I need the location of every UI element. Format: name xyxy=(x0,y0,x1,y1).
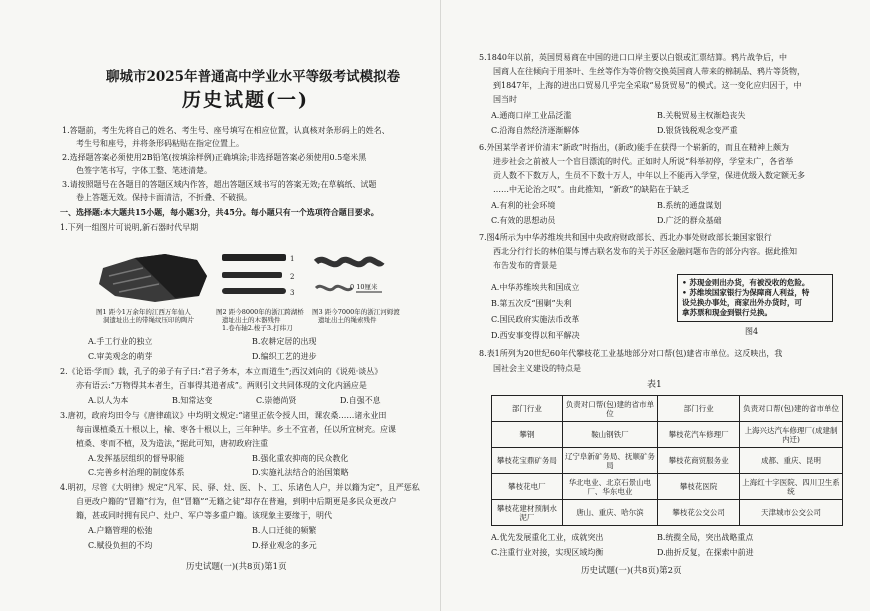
notice-line: • 苏现金则出办货，有被没收的危险。 xyxy=(682,278,810,287)
scale-label: 0 10厘米 xyxy=(350,283,378,291)
right-page xyxy=(440,0,870,611)
q8-option-d: D.曲折反复，在探索中前进 xyxy=(657,548,754,557)
svg-text:1: 1 xyxy=(290,255,295,263)
q8-stem: 国社会主义建设的特点是 xyxy=(493,364,581,373)
q7-stem: 7.图4所示为中华苏维埃共和国中央政府财政部长、西北办事处财政部长兼国家银行 xyxy=(479,233,772,242)
q7-option-b: B.第五次反“围剿”失利 xyxy=(491,299,572,308)
q4-stem: 自更改户籍的“冒籍”行为，但“冒籍”“无籍之徒”却存在普遍，到明中后期更是多民众更改户 xyxy=(76,497,397,506)
q5-stem: 国商人在往倾向于用茶叶、生丝等作为等价物交换英国商人带来的棉制品、鸦片等货物， xyxy=(493,67,805,76)
q7-option-d: D.西安事变得以和平解决 xyxy=(491,331,580,340)
rope-figure xyxy=(312,248,386,304)
notice-line: 设兑换办事处，商家出外办货时，可 xyxy=(682,298,802,307)
q6-option-b: B.系统的通盘谋划 xyxy=(657,201,722,210)
notice-line: 拿苏票和现金到银行兑换。 xyxy=(682,308,772,317)
table-cell: 攀枝花商贸服务业 xyxy=(658,448,740,474)
table-cell: 上海兴达汽车修理厂(成建制内迁) xyxy=(740,422,843,448)
q2-stem: 亦有语云:“万物得其本者生，百事得其道者成”。两则引文共同体现的文化内涵应是 xyxy=(76,381,367,390)
fig2-caption: 遗址出土的木器残件 xyxy=(222,316,281,324)
q3-stem: 植桑、枣而不植，及为造法，”据此可知，唐初政府注重 xyxy=(76,439,269,448)
fig2-caption: 图2 距今8000年的浙江跨湖桥 xyxy=(216,308,304,316)
q8-option-b: B.统揽全局，突出战略重点 xyxy=(657,533,754,542)
q4-stem: 籍，甚或同时拥有民户、灶户、军户等多重户籍。该现象主要缘于，明代 xyxy=(76,511,332,520)
q2-option-c: C.崇德尚贤 xyxy=(256,396,297,405)
q6-option-c: C.有效的思想动员 xyxy=(491,216,556,225)
instruction-line: 卷上答题无效。保持卡面清洁，不折叠、不破损。 xyxy=(76,193,252,202)
table-row xyxy=(492,448,843,474)
q5-option-d: D.银货钱税观念变严重 xyxy=(657,126,738,135)
q2-option-d: D.自强不息 xyxy=(340,396,381,405)
q6-stem: ……中无论治之叹”。由此推知，“新政”的缺陷在于缺乏 xyxy=(493,185,690,194)
q6-stem: 贡人数不下数万人，生员不下数十万人，中年以上不能再入学堂，保进优级入数定额无多 xyxy=(493,171,805,180)
fig2-caption: 1.卷布轴2.梭子3.打纬刀 xyxy=(222,324,293,332)
subject-title: 历史试题(一) xyxy=(182,89,309,111)
q1-option-c: C.审美观念的萌芽 xyxy=(88,352,153,361)
table-cell: 攀枝花汽车修理厂 xyxy=(658,422,740,448)
q4-option-b: B.人口迁徙的频繁 xyxy=(252,526,317,535)
q1-option-b: B.农耕定居的出现 xyxy=(252,337,317,346)
q1-option-a: A.手工行业的独立 xyxy=(88,337,153,346)
q5-stem: 5.1840年以前，英国贸易商在中国的进口口岸主要以白银或汇票结算。鸦片战争后，中 xyxy=(479,53,787,62)
q8-option-a: A.优先发展重化工业，成就突出 xyxy=(491,533,604,542)
table-cell: 上海红十字医院、四川卫生系统 xyxy=(740,474,843,500)
table-cell: 辽宁阜新矿务局、抚顺矿务局 xyxy=(562,448,657,474)
instruction-line: 2.选择题答案必须使用2B铅笔(按填涂样例)正确填涂;非选择题答案必须使用0.5毫米黑 xyxy=(62,153,367,162)
table-cell: 鞍山钢铁厂 xyxy=(562,422,657,448)
pottery-shard-figure xyxy=(95,246,210,304)
q5-option-a: A.通商口岸工业品泛滥 xyxy=(491,111,572,120)
fig3-caption: 遗址出土的绳索残件 xyxy=(318,316,377,324)
table-title: 表1 xyxy=(647,380,662,390)
q7-stem: 布告发布的背景是 xyxy=(493,261,557,270)
q4-stem: 4.明初，尽管《大明律》规定“凡军、民、驿、灶、医、卜、工、乐诸色人户，并以籍为定”，且严惩私 xyxy=(60,483,420,492)
table-cell: 攀钢 xyxy=(492,422,563,448)
q8-option-c: C.注重行业对接，实现区域均衡 xyxy=(491,548,604,557)
table-cell: 唐山、重庆、哈尔滨 xyxy=(562,500,657,526)
instruction-line: 3.请按照题号在各题目的答题区域内作答，超出答题区域书写的答案无效;在草稿纸、试题 xyxy=(62,180,377,189)
q7-option-c: C.国民政府实施法币改革 xyxy=(491,315,580,324)
table-row xyxy=(492,396,843,422)
table-cell: 部门行业 xyxy=(492,396,563,422)
q7-stem: 西北分行行长的林伯渠与博古联名发布的关于苏区金融问题布告的部分内容。据此推知 xyxy=(493,247,797,256)
q3-option-d: D.实施礼法结合的治国策略 xyxy=(252,468,349,477)
fig1-caption: 洞遗址出土的带绳纹压印的陶片 xyxy=(103,316,194,324)
fig1-caption: 图1 距今1万余年的江西万年仙人 xyxy=(96,308,191,316)
q5-stem: 国当时 xyxy=(493,95,517,104)
table-cell: 攀枝花建材预制水泥厂 xyxy=(492,500,563,526)
q3-option-a: A.发挥基层组织的督导职能 xyxy=(88,454,185,463)
figure4-label: 图4 xyxy=(745,327,759,336)
table-1 xyxy=(491,395,843,526)
table-cell: 负责对口帮(包)建的省市单位 xyxy=(562,396,657,422)
table-cell: 攀枝花公交公司 xyxy=(658,500,740,526)
svg-text:2: 2 xyxy=(290,273,295,281)
q2-option-a: A.以人为本 xyxy=(88,396,129,405)
q5-stem: 到1847年，上海的进出口贸易几乎完全采取“易货贸易”的模式。这一变化应归因于，中 xyxy=(493,81,802,90)
q8-stem: 8.表1所列为20世纪60年代攀枝花工业基地部分对口帮(包)建省市单位。这反映出，我 xyxy=(479,349,783,358)
q6-option-a: A.有利的社会环境 xyxy=(491,201,556,210)
left-page-footer: 历史试题(一)(共8页)第1页 xyxy=(186,562,287,572)
q2-stem: 2.《论语·学而》载，孔子的弟子有子曰:“君子务本，本立而道生”;西汉刘向的《说苑·谈丛》 xyxy=(60,367,383,376)
q6-stem: 6.外国某学者评价清末“新政”时指出，(新政)能手在获得一个崭新的，而且在精神上颇为 xyxy=(479,143,790,152)
table-cell: 攀枝花宝鼎矿务局 xyxy=(492,448,563,474)
q6-stem: 进步社会之前被人一个盲目漂流的时代。正如时人所说“科举初停，学堂未广，各省举 xyxy=(493,157,794,166)
table-cell: 攀枝花电厂 xyxy=(492,474,563,500)
svg-text:3: 3 xyxy=(290,289,295,297)
q5-option-c: C.沿海自然经济逐渐解体 xyxy=(491,126,580,135)
q3-stem: 3.唐初，政府均田令与《唐律疏议》中均明文规定:“诸里正依令授人田，课农桑……诸永业田 xyxy=(60,411,387,420)
q2-option-b: B.知常达变 xyxy=(172,396,213,405)
wooden-tools-figure xyxy=(216,248,298,302)
q1-stem: 1.下列一组图片可说明,新石器时代早期 xyxy=(60,223,199,232)
instruction-line: 色签字笔书写，字体工整、笔迹清楚。 xyxy=(76,166,212,175)
instruction-line: 考生号和座号，并将条形码粘贴在指定位置上。 xyxy=(76,139,244,148)
table-cell: 天津城市公交公司 xyxy=(740,500,843,526)
q6-option-d: D.广泛的群众基础 xyxy=(657,216,722,225)
q3-option-b: B.强化重农抑商的民众教化 xyxy=(252,454,349,463)
table-cell: 攀枝花医院 xyxy=(658,474,740,500)
q3-stem: 每亩课植桑五十根以上，榆、枣各十根以上，三年种毕。乡土不宜者，任以所宜树充。应课 xyxy=(76,425,396,434)
exam-title: 聊城市2025年普通高中学业水平等级考试模拟卷 xyxy=(106,69,401,85)
table-row xyxy=(492,422,843,448)
notice-line: • 苏维埃国家银行为保障商人利益，特 xyxy=(682,288,810,297)
table-cell: 负责对口帮(包)建的省市单位 xyxy=(740,396,843,422)
section-header: 一、选择题:本大题共15小题，每小题3分，共45分。每小题只有一个选项符合题目要求。 xyxy=(60,207,379,217)
right-page-footer: 历史试题(一)(共8页)第2页 xyxy=(581,566,682,576)
q3-option-c: C.完善乡村治理的制度体系 xyxy=(88,468,185,477)
table-row xyxy=(492,500,843,526)
fig3-caption: 图3 距今7000年的浙江河姆渡 xyxy=(312,308,400,316)
q4-option-d: D.择业观念的多元 xyxy=(252,541,317,550)
instruction-line: 1.答题前，考生先将自己的姓名、考生号、座号填写在相应位置，认真核对条形码上的姓名、 xyxy=(62,126,390,135)
table-cell: 部门行业 xyxy=(658,396,740,422)
q1-option-d: D.编织工艺的进步 xyxy=(252,352,317,361)
q5-option-b: B.关税贸易主权渐趋丧失 xyxy=(657,111,746,120)
q4-option-a: A.户籍管理的松弛 xyxy=(88,526,153,535)
table-cell: 华北电业、北京石景山电厂、华东电业 xyxy=(562,474,657,500)
table-row xyxy=(492,474,843,500)
table-cell: 成都、重庆、昆明 xyxy=(740,448,843,474)
q7-option-a: A.中华苏维埃共和国成立 xyxy=(491,283,580,292)
q4-option-c: C.赋役负担的不均 xyxy=(88,541,153,550)
figure4-notice-box xyxy=(677,274,833,322)
